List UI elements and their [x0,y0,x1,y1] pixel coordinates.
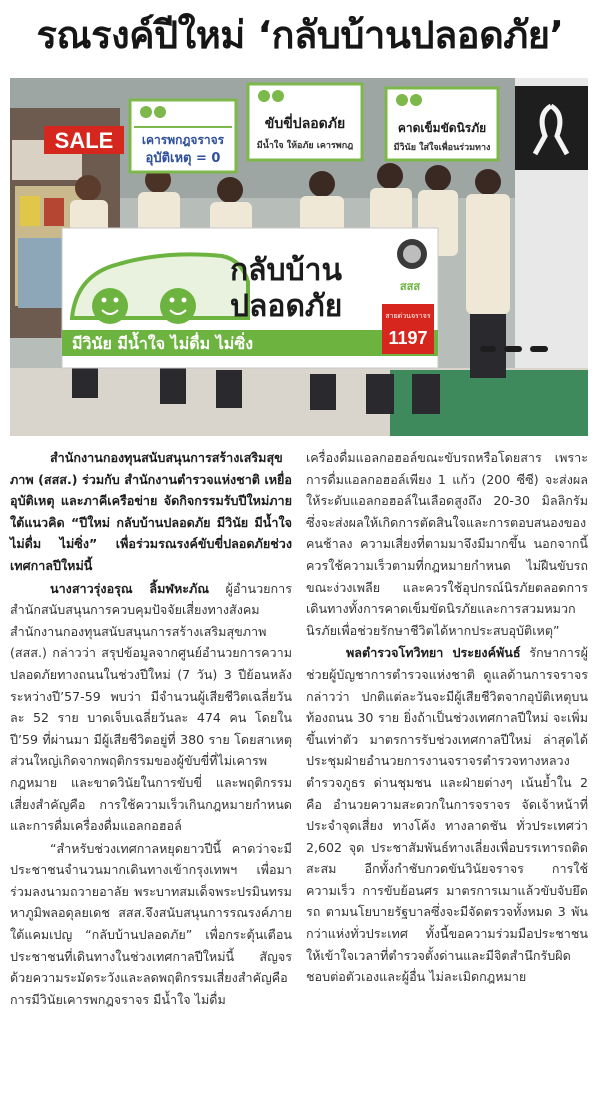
svg-text:คาดเข็มขัดนิรภัย: คาดเข็มขัดนิรภัย [397,121,487,135]
svg-text:มีน้ำใจ ให้อภัย เคารพกฎ: มีน้ำใจ ให้อภัย เคารพกฎ [256,141,354,151]
speaker-name: พลตำรวจโทวิทยา ประยงค์พันธ์ [346,645,521,661]
smiley-left-icon [92,288,128,324]
svg-text:มีวินัย ใส่ใจเพื่อนร่วมทาง: มีวินัย ใส่ใจเพื่อนร่วมทาง [393,143,491,153]
placard-seatbelt [386,88,498,160]
svg-text:กลับบ้าน: กลับบ้าน [230,253,342,288]
svg-text:สสส: สสส [399,280,421,293]
speaker-name: นางสาวรุ่งอรุณ ลิ้มฬหะภัณ [50,580,210,596]
svg-text:อุบัติเหตุ = 0: อุบัติเหตุ = 0 [145,151,221,166]
article-right-column [306,447,588,989]
campaign-banner [62,228,438,368]
lead-paragraph: สำนักงานกองทุนสนับสนุนการสร้างเสริมสุขภาพ (สสส.) ร่วมกับ สำนักงานตำรวจแห่งชาติ เหยื่ออุบัติเหตุ และภาคีเครือข่าย จัดกิจกรรมรับปีใหม่ภายใต้แนวคิด “ปีใหม่ กลับบ้านปลอดภัย มีวินัย มีน้ำใจ ไม่ดื่ม ไม่ซิ่ง” เพื่อร่วมรณรงค์ขับขี่ปลอดภัยช่วงเทศกาลปีใหม่นี้ [10,450,292,573]
paragraph-text: ผู้อำนวยการสำนักสนับสนุนการควบคุมปัจจัยเสี่ยงทางสังคม สำนักงานกองทุนสนับสนุนการสร้างเสริมสุขภาพ (สสส.) กล่าวว่า สรุปข้อมูลจากศูนย์อำนวยการความปลอดภัยทางถนนในช่วงปีใหม่ (7 วัน) 3 ปีย้อนหลังระหว่างปี’57-59 พบว่า มีจำนวนผู้เสียชีวิตเฉลี่ยวันละ 52 ราย บาดเจ็บเฉลี่ยวันละ 474 คน โดยในปี’59 ที่ผ่านมา มีผู้เสียชีวิตอยู่ที่ 380 ราย โดยสาเหตุส่วนใหญ่เกิดจากพฤติกรรมของผู้ขับขี่ที่ไม่เคารพกฎหมาย และขาดวินัยในการขับขี่ และพฤติกรรมเสี่ยงสำคัญคือ การใช้ความเร็วเกินกฎหมายกำหนดและการดื่มเครื่องดื่มแอลกอฮอล์ [10,580,292,834]
placard-traffic-law [130,100,236,172]
svg-text:ปลอดภัย: ปลอดภัย [230,289,343,324]
event-photo [10,78,588,436]
svg-text:เคารพกฎจราจร: เคารพกฎจราจร [141,133,225,147]
placard-safe-driving [248,84,362,160]
svg-text:ขับขี่ปลอดภัย: ขับขี่ปลอดภัย [264,116,346,132]
vehicle-icons [480,346,548,352]
paragraph-text: รักษาการผู้ช่วยผู้บัญชาการตำรวจแห่งชาติ ดูแลด้านการจราจร กล่าวว่า ปกติแต่ละวันจะมีผู้เสียชีวิตจากอุบัติเหตุบนท้องถนน 30 ราย ยิ่งถ้าเป็นช่วงเทศกาลปีใหม่ จะเพิ่มขึ้นเท่าตัว มาตรการรับช่วงเทศกาลปีใหม่ ล่าสุดได้ประชุมฝ่ายอำนวยการงานจราจรตำรวจทางหลวง ตำรวจภูธร ด่านชุมชน และฝ่ายต่างๆ เน้นย้ำใน 2 คือ อำนวยความสะดวกในการจราจร จัดเจ้าหน้าที่ประจำจุดเสี่ยง ทางโค้ง ทางลาดชัน ทั่วประเทศว่า 2,602 จุด ประชาสัมพันธ์ทางเลี่ยงเพื่อบรรเทารถติดสะสม อีกทั้งกำชับกวดขันวินัยจราจร การใช้ความเร็ว การขับย้อนศร มาตรการเมาแล้วขับจับยึดรถ ตามนโยบายรัฐบาลซึ่งจะมีจัดตรวจทั้งหมด 3 พันกว่าแห่งทั่วประเทศ ทั้งนี้ขอความร่วมมือประชาชนให้เข้าใจเวลาที่ตำรวจตั้งด่านและมีจิตสำนึกรับผิดชอบต่อตัวเองและผู้อื่น ไม่ละเมิดกฎหมาย [306,645,588,985]
svg-text:มีวินัย มีน้ำใจ ไม่ดื่ม ไม่ซิ่: มีวินัย มีน้ำใจ ไม่ดื่ม ไม่ซิ่ง [72,334,254,353]
smiley-right-icon [160,288,196,324]
paragraph [306,642,588,988]
svg-text:SALE: SALE [54,128,114,153]
article-left-column [10,447,292,1011]
svg-text:1197: 1197 [388,328,428,348]
paragraph [10,578,292,837]
svg-text:สายด่วนจราจร: สายด่วนจราจร [385,312,431,320]
headline: รณรงค์ปีใหม่ ‘กลับบ้านปลอดภัย’ [36,13,564,57]
quote-paragraph: “สำหรับช่วงเทศกาลหยุดยาวปีนี้ คาดว่าจะมีประชาชนจำนวนมากเดินทางเข้ากรุงเทพฯ เพื่อมาร่วมลงนามถวายอาลัย พระบาทสมเด็จพระปรมินทรมหาภูมิพลอดุลยเดช สสส.จึงสนับสนุนการรณรงค์ภายใต้แคมเปญ “กลับบ้านปลอดภัย” เพื่อกระตุ้นเตือนประชาชนที่เดินทางในช่วงเทศกาลปีใหม่นี้ สัญจรด้วยความระมัดระวังและลดพฤติกรรมเสี่ยงสำคัญคือ การมีวินัยเคารพกฎจราจร มีน้ำใจ ไม่ดื่ม [10,840,292,1007]
sale-sign [44,126,124,154]
paragraph: เครื่องดื่มแอลกอฮอล์ขณะขับรถหรือโดยสาร เพราะการดื่มแอลกอฮอล์เพียง 1 แก้ว (200 ซีซี) จะส่งผลให้ระดับแอลกอฮอล์ในเลือดสูงถึง 20-30 มิลลิกรัม ซึ่งจะส่งผลให้เกิดการตัดสินใจและการตอบสนองของคนช้าลง ความเสี่ยงที่ตามมาจึงมีมากขึ้น นอกจากนี้ควรใช้ความเร็วตามที่กฎหมายกำหนด ไม่ฝืนขับรถขณะง่วงเพลีย และควรใช้อุปกรณ์นิรภัยตลอดการเดินทางทั้งการคาดเข็มขัดนิรภัยและการสวมหมวกนิรภัยเพื่อช่วยรักษาชีวิตได้หากประสบอุบัติเหตุ” [306,450,588,638]
